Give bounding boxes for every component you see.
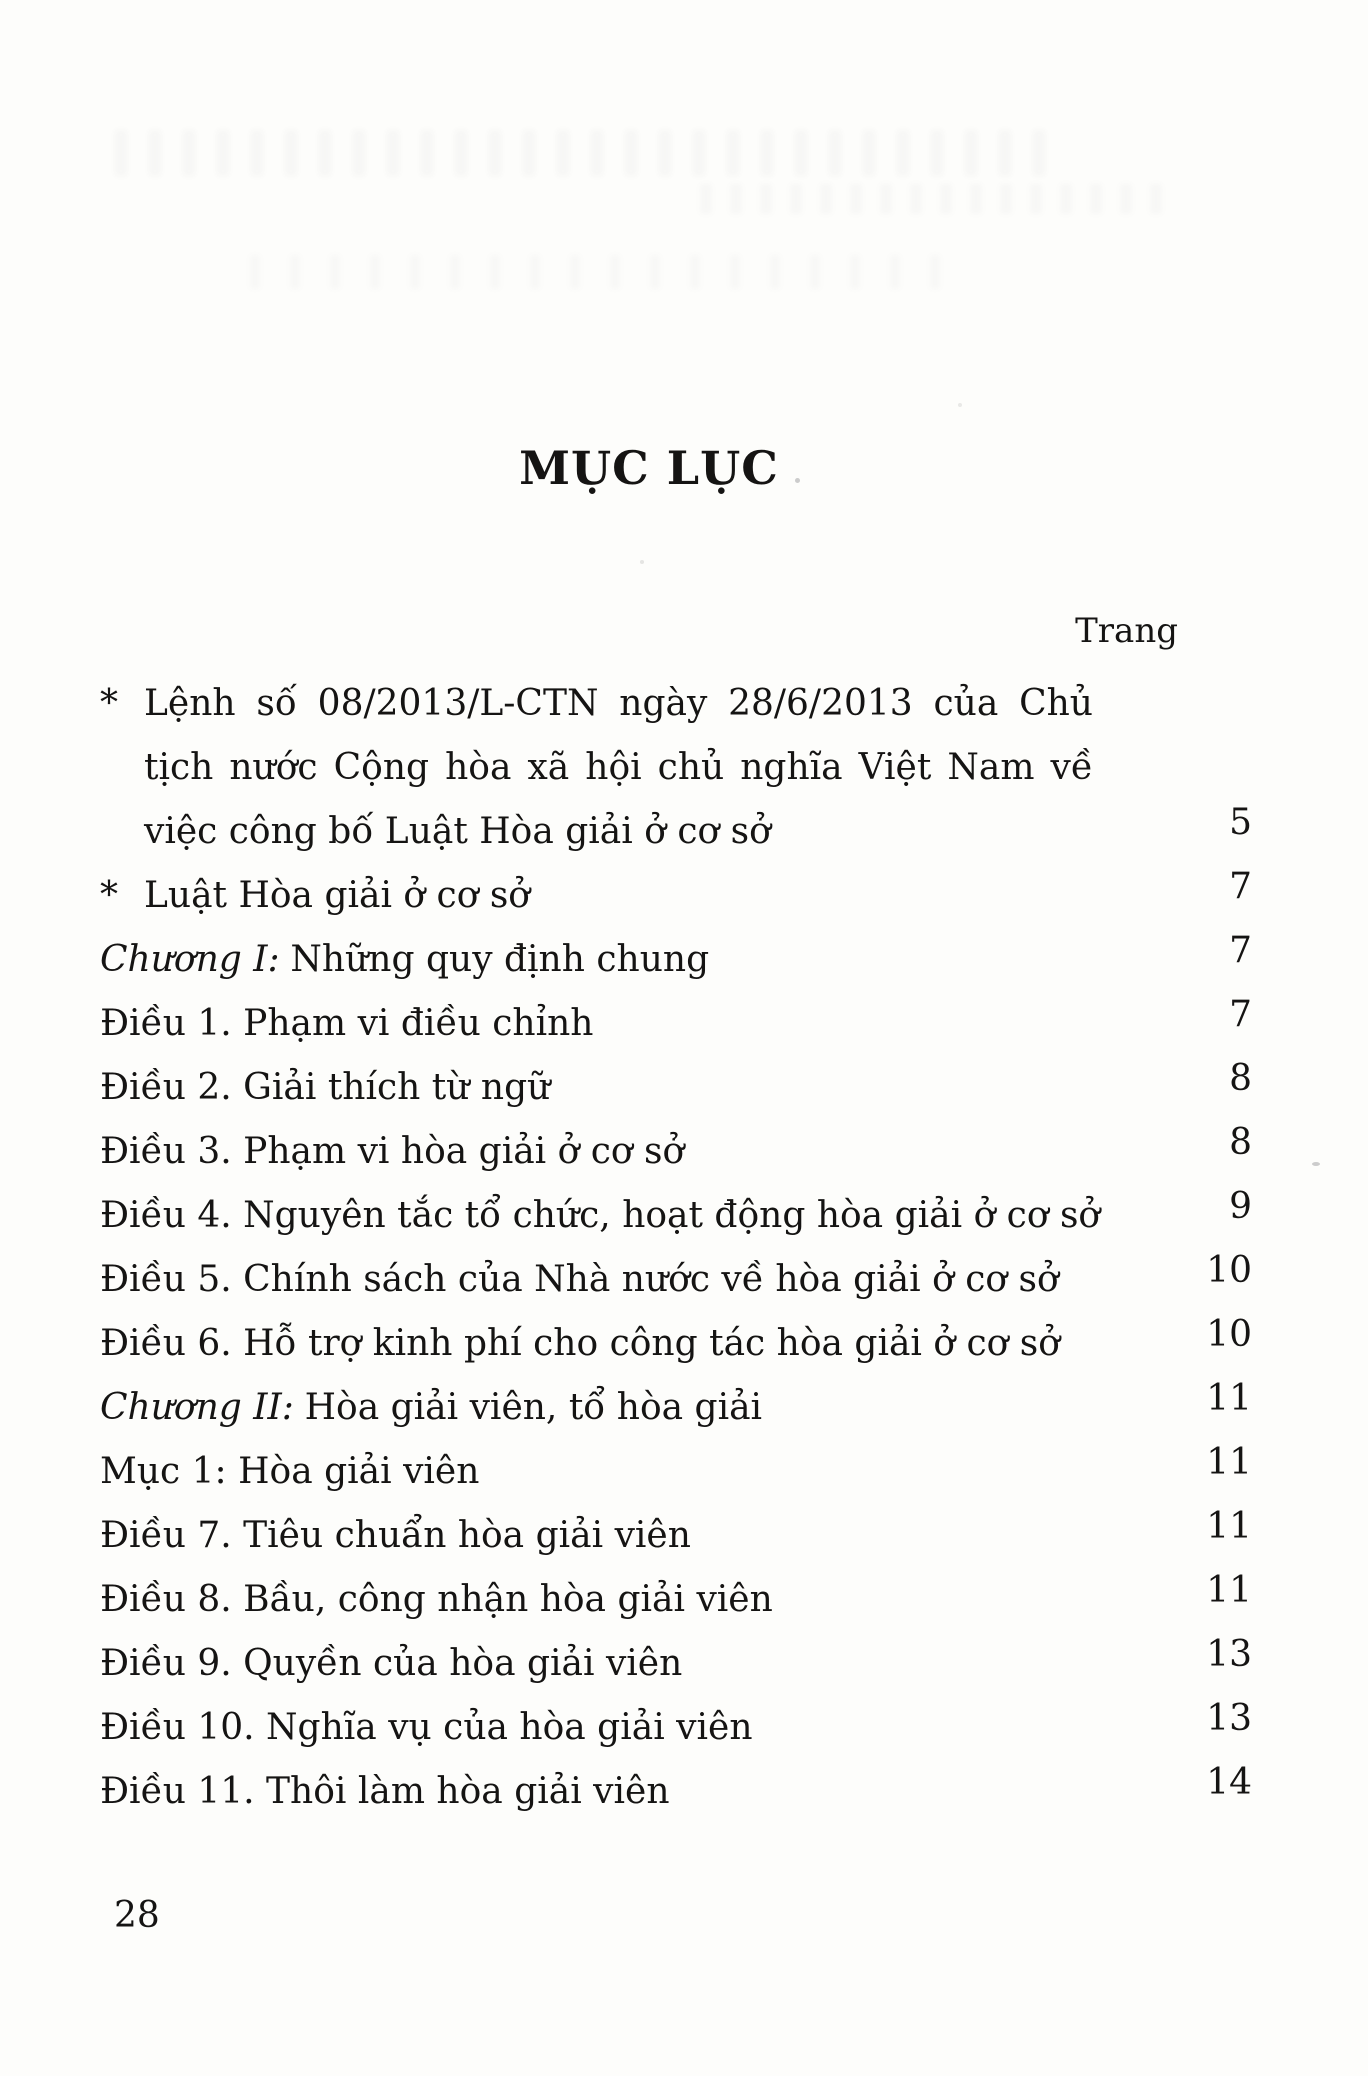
toc-entry-label (100, 992, 593, 1056)
book-page-number: 28 (114, 1895, 160, 1936)
toc-entry-label (100, 1248, 1059, 1312)
toc-entry (100, 1248, 1252, 1312)
toc-entry-label (100, 1120, 684, 1184)
toc-entry-label (100, 1312, 1060, 1376)
entry-page-number: 9 (1229, 1186, 1252, 1227)
entry-chapter-prefix: Chương I: (100, 939, 280, 980)
toc-entry-label (100, 1760, 670, 1824)
entry-page-number: 11 (1206, 1570, 1252, 1611)
toc-entry (100, 1632, 1252, 1696)
toc-entry (100, 1504, 1252, 1568)
entry-title: Mục 1: Hòa giải viên (100, 1451, 480, 1492)
toc-entry (100, 1376, 1252, 1440)
entry-page-number: 7 (1229, 866, 1252, 907)
toc-entry (100, 1120, 1252, 1184)
entry-title: Những quy định chung (290, 939, 710, 980)
toc-entry-label (100, 1568, 773, 1632)
entry-title: Điều 5. Chính sách của Nhà nước về hòa giải ở cơ sở (100, 1259, 1059, 1300)
entry-page-number: 11 (1206, 1378, 1252, 1419)
toc-list (100, 672, 1252, 1824)
entry-bullet-marker: * (100, 875, 118, 916)
entry-title: Điều 10. Nghĩa vụ của hòa giải viên (100, 1707, 753, 1748)
entry-title: Điều 1. Phạm vi điều chỉnh (100, 1003, 594, 1044)
entry-page-number: 8 (1229, 1058, 1252, 1099)
toc-entry-label (100, 928, 709, 992)
entry-title: Điều 3. Phạm vi hòa giải ở cơ sở (100, 1131, 685, 1172)
entry-page-number: 10 (1206, 1314, 1252, 1355)
page-title: MỤC LỤC (519, 441, 779, 495)
toc-entry-label (100, 1184, 1100, 1248)
toc-entry-label (100, 1632, 682, 1696)
toc-entry (100, 672, 1252, 864)
entry-title: Hòa giải viên, tổ hòa giải (304, 1387, 763, 1428)
entry-page-number: 14 (1206, 1762, 1252, 1803)
toc-entry-label (100, 864, 530, 928)
toc-entry (100, 1312, 1252, 1376)
entry-page-number: 11 (1206, 1506, 1252, 1547)
entry-title: Điều 4. Nguyên tắc tổ chức, hoạt động hòa giải ở cơ sở (100, 1195, 1101, 1236)
entry-title: Điều 8. Bầu, công nhận hòa giải viên (100, 1579, 773, 1620)
entry-chapter-prefix: Chương II: (100, 1387, 294, 1428)
entry-title: Điều 11. Thôi làm hòa giải viên (100, 1771, 670, 1812)
toc-entry (100, 1056, 1252, 1120)
entry-bullet-marker: * (100, 683, 118, 724)
toc-entry (100, 864, 1252, 928)
page-column-header: Trang (1075, 611, 1178, 651)
toc-entry (100, 1760, 1252, 1824)
toc-entry-label (100, 672, 1093, 864)
toc-entry-label (100, 1056, 550, 1120)
toc-entry (100, 1568, 1252, 1632)
entry-title: Điều 7. Tiêu chuẩn hòa giải viên (100, 1515, 691, 1556)
entry-title: Điều 9. Quyền của hòa giải viên (100, 1643, 683, 1684)
entry-page-number: 8 (1229, 1122, 1252, 1163)
entry-page-number: 13 (1206, 1698, 1252, 1739)
toc-entry (100, 1440, 1252, 1504)
entry-title: Lệnh số 08/2013/L-CTN ngày 28/6/2013 của Chủ tịch nước Cộng hòa xã hội chủ nghĩa Việt Nam về việc công bố Luật Hòa giải ở cơ sở (144, 683, 1093, 852)
toc-entry-label (100, 1696, 753, 1760)
entry-page-number: 5 (1229, 802, 1252, 843)
toc-entry (100, 928, 1252, 992)
entry-title: Điều 2. Giải thích từ ngữ (100, 1067, 551, 1108)
entry-page-number: 11 (1206, 1442, 1252, 1483)
toc-entry (100, 1696, 1252, 1760)
entry-title: Luật Hòa giải ở cơ sở (144, 875, 530, 916)
entry-title: Điều 6. Hỗ trợ kinh phí cho công tác hòa giải ở cơ sở (100, 1323, 1060, 1364)
entry-page-number: 7 (1229, 994, 1252, 1035)
toc-entry (100, 1184, 1252, 1248)
entry-page-number: 7 (1229, 930, 1252, 971)
toc-entry (100, 992, 1252, 1056)
toc-entry-label (100, 1376, 762, 1440)
entry-page-number: 10 (1206, 1250, 1252, 1291)
entry-page-number: 13 (1206, 1634, 1252, 1675)
toc-entry-label (100, 1440, 479, 1504)
toc-entry-label (100, 1504, 691, 1568)
